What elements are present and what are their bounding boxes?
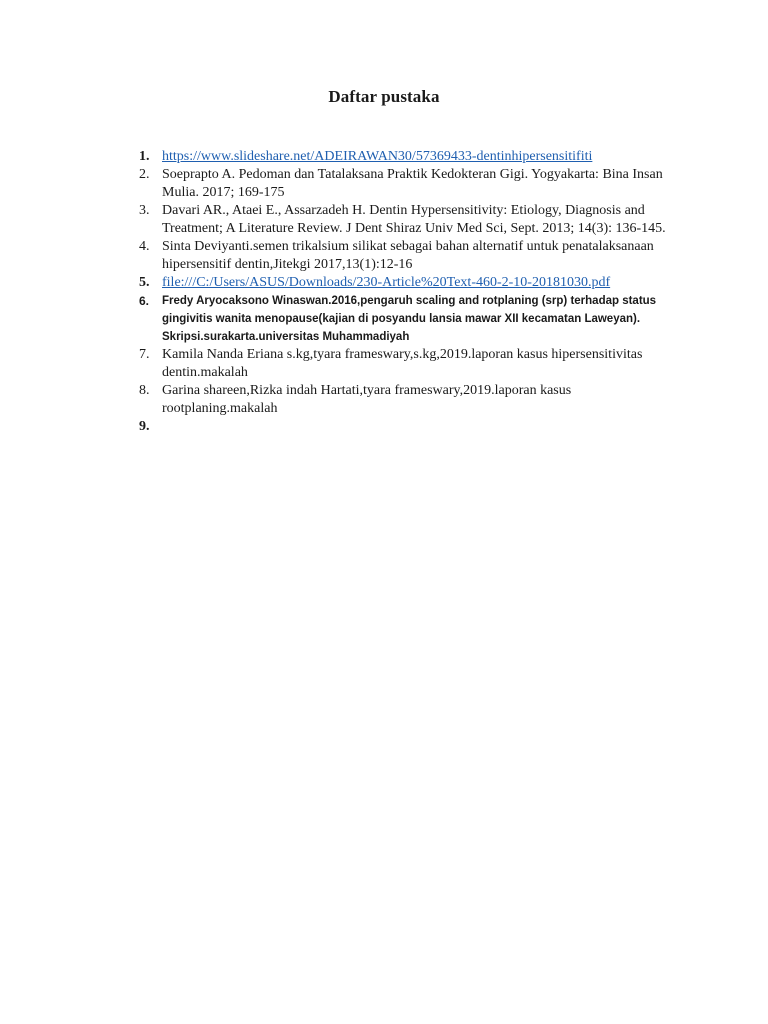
reference-list — [136, 148, 681, 436]
reference-text: Soeprapto A. Pedoman dan Tatalaksana Praktik Kedokteran Gigi. Yogyakarta: Bina Insan Mulia. 2017; 169-175 — [162, 167, 663, 200]
reference-number: 6. — [139, 294, 150, 308]
reference-link[interactable]: file:///C:/Users/ASUS/Downloads/230-Article%20Text-460-2-10-20181030.pdf — [162, 275, 611, 290]
reference-link[interactable]: https://www.slideshare.net/ADEIRAWAN30/57369433-dentinhipersensitifiti — [162, 149, 593, 164]
reference-text: Garina shareen,Rizka indah Hartati,tyara frameswary,2019.laporan kasus rootplaning.makalah — [162, 383, 572, 416]
reference-text: Sinta Deviyanti.semen trikalsium silikat sebagai bahan alternatif untuk penatalaksanaan hipersensitif dentin,Jitekgi 2017,13(1):12-16 — [162, 239, 654, 272]
reference-text: Kamila Nanda Eriana s.kg,tyara frameswary,s.kg,2019.laporan kasus hipersensitivitas dentin.makalah — [162, 347, 643, 380]
reference-item-7 — [136, 346, 681, 382]
reference-number: 1. — [139, 149, 150, 164]
reference-number: 4. — [139, 239, 150, 254]
reference-text: Fredy Aryocaksono Winaswan.2016,pengaruh scaling and rotplaning (srp) terhadap status gingivitis wanita menopause(kajian di posyandu lansia mawar XII kecamatan Laweyan). Skripsi.surakarta.universitas Muhammadiyah — [162, 295, 657, 343]
reference-text: Davari AR., Ataei E., Assarzadeh H. Dentin Hypersensitivity: Etiology, Diagnosis and Treatment; A Literature Review. J Dent Shiraz Univ Med Sci, Sept. 2013; 14(3): 136-145. — [162, 203, 666, 236]
page-title: Daftar pustaka — [328, 87, 440, 106]
reference-item-1 — [136, 148, 681, 166]
reference-number: 3. — [139, 203, 150, 218]
reference-item-6 — [136, 292, 681, 346]
reference-number: 5. — [139, 275, 150, 290]
reference-item-9 — [136, 418, 681, 436]
reference-item-2 — [136, 166, 681, 202]
reference-number: 2. — [139, 167, 150, 182]
reference-item-4 — [136, 238, 681, 274]
reference-number: 7. — [139, 347, 150, 362]
reference-number: 8. — [139, 383, 150, 398]
reference-item-5 — [136, 274, 681, 292]
reference-number: 9. — [139, 419, 150, 434]
reference-item-3 — [136, 202, 681, 238]
reference-item-8 — [136, 382, 681, 418]
